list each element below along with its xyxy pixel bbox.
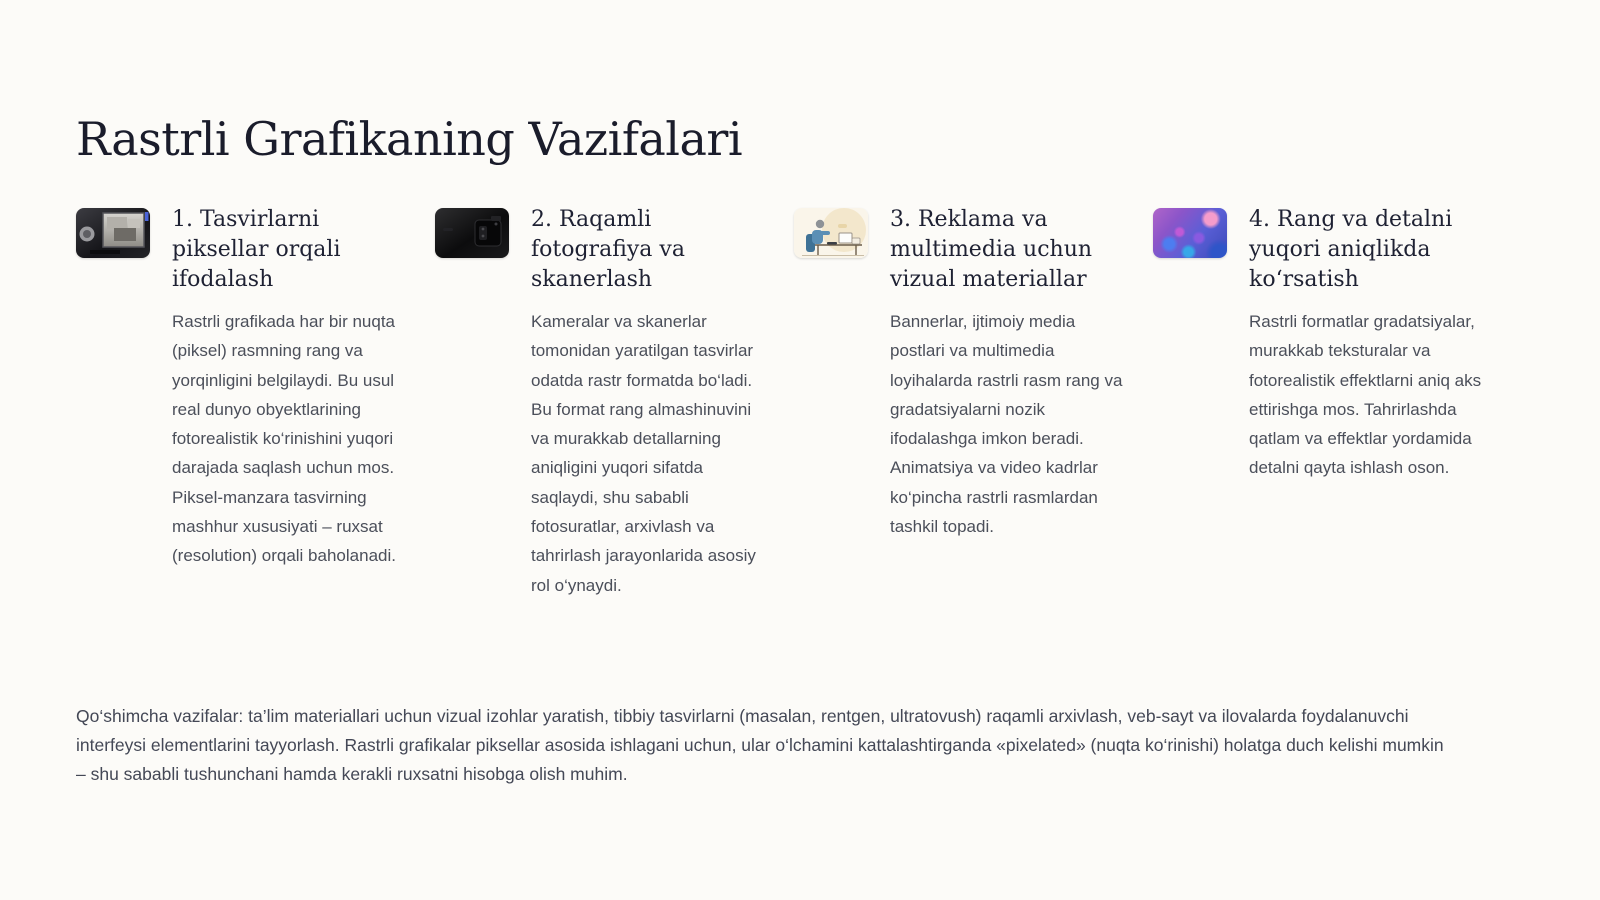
column-4-header xyxy=(1153,208,1512,295)
column-4-body: Rastrli formatlar gradatsiyalar, murakkab teksturalar va fotorealistik effektlarni aniq aks ettirishga mos. Tahrirlashda qatlam va effektlar yordamida detalni qayta ishlash oson. xyxy=(1249,312,1482,478)
colorful-bokeh-texture-thumbnail xyxy=(1153,208,1227,258)
column-1-body: Rastrli grafikada har bir nuqta (piksel) rasmning rang va yorqinligini belgilaydi. Bu usul real dunyo obyektlarining fotorealistik ko‘rinishini yuqori darajada saqlash uchun mos. Piksel-manzara tasvirning mashhur xususiyati – ruxsat (resolution) orqali baholanadi. xyxy=(172,312,396,566)
column-2-heading: 2. Raqamli fotografiya va skanerlash xyxy=(531,207,685,292)
task-column-1 xyxy=(76,208,435,600)
task-columns xyxy=(76,208,1512,600)
column-1-heading: 1. Tasvirlarni piksellar orqali ifodalash xyxy=(172,207,341,292)
task-column-3 xyxy=(794,208,1153,600)
column-3-header xyxy=(794,208,1153,295)
column-4-heading: 4. Rang va detalni yuqori aniqlikda ko‘rsatish xyxy=(1249,207,1453,292)
digital-camera-top-icon xyxy=(435,208,509,258)
workspace-illustration-thumbnail xyxy=(794,208,868,258)
digital-camera-top-thumbnail xyxy=(435,208,509,258)
workspace-illustration-icon xyxy=(794,208,868,258)
column-3-body: Bannerlar, ijtimoiy media postlari va multimedia loyihalarda rastrli rasm rang va gradatsiyalarni nozik ifodalashga imkon beradi. Animatsiya va video kadrlar ko‘pincha rastrli rasmlardan tashkil topadi. xyxy=(890,312,1123,537)
task-column-2 xyxy=(435,208,794,600)
page-title: Rastrli Grafikaning Vazifalari xyxy=(76,112,743,166)
column-1-header xyxy=(76,208,435,295)
task-column-4 xyxy=(1153,208,1512,600)
camera-lcd-preview-thumbnail xyxy=(76,208,150,258)
additional-tasks-note: Qo‘shimcha vazifalar: ta’lim materiallari uchun vizual izohlar yaratish, tibbiy tasvirlarni (masalan, rentgen, ultratovush) raqamli arxivlash, veb-sayt va ilovalarda foydalanuvchi interfeysi elementlarini tayyorlash. Rastrli grafikalar piksellar asosida ishlagani uchun, ular o‘lchamini kattalashtirganda «pixelated» (nuqta ko‘rinishi) holatga duch kelishi mumkin – shu sababli tushunchani hamda kerakli ruxsatni hisobga olish muhim. xyxy=(76,705,1444,785)
column-3-heading: 3. Reklama va multimedia uchun vizual materiallar xyxy=(890,207,1093,292)
column-2-body: Kameralar va skanerlar tomonidan yaratilgan tasvirlar odatda rastr formatda bo‘ladi. Bu format rang almashinuvini va murakkab detallarning aniqligini yuqori sifatda saqlaydi, shu sababli fotosuratlar, arxivlash va tahrirlash jarayonlarida asosiy rol o‘ynaydi. xyxy=(531,312,756,595)
column-2-header xyxy=(435,208,794,295)
camera-lcd-preview-icon xyxy=(76,208,150,258)
